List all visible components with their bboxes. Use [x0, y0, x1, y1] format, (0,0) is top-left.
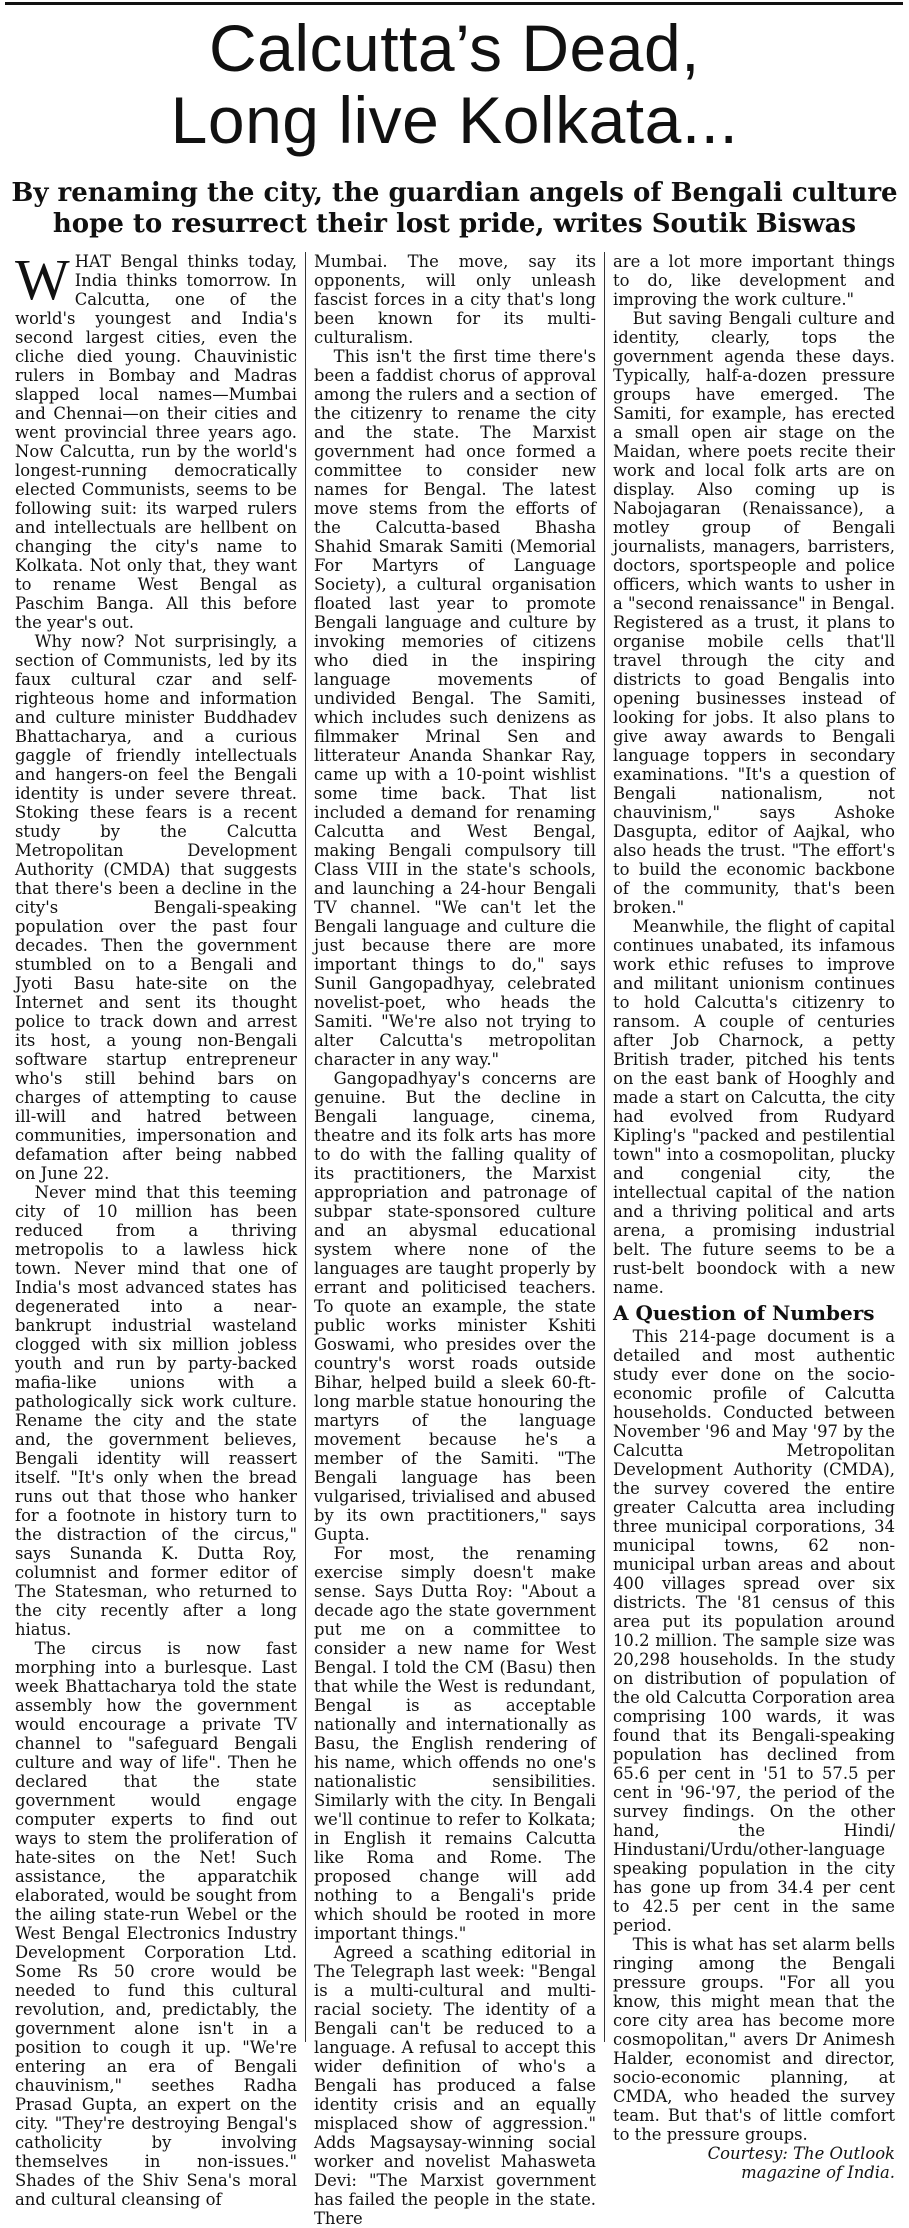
- column-3: [604, 252, 903, 2182]
- paragraph: Meanwhile, the flight of capital continues unabated, its infamous work ethic refuses to improve and militant unionism continues to hold Calcutta's citizenry to ransom. A couple of centuries after Job Charnock, a petty British trader, pitched his tents on the east bank of Hooghly and made a start on Calcutta, the city had evolved from Rudyard Kipling's "packed and pestilential town" into a cosmopolitan, plucky and congenial city, the intellectual capital of the nation and a thriving political and arts arena, a promising industrial belt. The future seems to be a rust-belt boondock with a new name.: [613, 917, 895, 1297]
- column-1: [7, 247, 305, 2209]
- headline: [0, 12, 909, 156]
- headline-line-1: Calcutta’s Dead,: [208, 11, 701, 85]
- article-columns: [7, 247, 903, 2228]
- paragraph: WHAT Bengal thinks today, India thinks tomorrow. In Calcutta, one of the world's youngest and India's second largest cities, even the cliche died young. Chauvinistic rulers in Bombay and Madras slapped local names—Mumbai and Chennai—on their cities and went provincial three years ago. Now Calcutta, run by the world's longest-running democratically elected Communists, seems to be following suit: its warped rulers and intellectuals are hellbent on changing the city's name to Kolkata. Not only that, they want to rename West Bengal as Paschim Banga. All this before the year's out.: [15, 247, 297, 632]
- drop-cap: W: [15, 247, 70, 312]
- courtesy-credit: Courtesy: The Outlook magazine of India.: [707, 2144, 895, 2182]
- paragraph: This isn't the first time there's been a faddist chorus of approval among the rulers and a section of the citizenry to rename the city and the state. The Marxist government had once formed a committee to consider new names for Bengal. The latest move stems from the efforts of the Calcutta-based Bhasha Shahid Smarak Samiti (Memorial For Martyrs of Language Society), a cultural organisation floated last year to promote Bengali language and culture by invoking memories of citizens who died in the inspiring language movements of undivided Bengal. The Samiti, which includes such denizens as filmmaker Mrinal Sen and litterateur Ananda Shankar Ray, came up with a 10-point wishlist some time back. That list included a demand for renaming Calcutta and West Bengal, making Bengali compulsory till Class VIII in the state's schools, and launching a 24-hour Bengali TV channel. "We can't let the Bengali language and culture die just because there are more important things to do," says Sunil Gangopadhyay, celebrated novelist-poet, who heads the Samiti. "We're also not trying to alter Calcutta's metropolitan character in any way.": [314, 347, 596, 1069]
- paragraph: Gangopadhyay's concerns are genuine. But the decline in Bengali language, cinema, theatre and its folk arts has more to do with the falling quality of its practitioners, the Marxist appropriation and patronage of subpar state-sponsored culture and an abysmal educational system where none of the languages are taught properly by errant and politicised teachers. To quote an example, the state public works minister Kshiti Goswami, who presides over the country's worst roads outside Bihar, helped build a sleek 60-ft-long marble statue honouring the martyrs of the language movement because he's a member of the Samiti. "The Bengali language has been vulgarised, trivialised and abused by its own practitioners," says Gupta.: [314, 1069, 596, 1544]
- paragraph: This 214-page document is a detailed and most authentic study ever done on the socio-economic profile of Calcutta households. Conducted between November '96 and May '97 by the Calcutta Metropolitan Development Authority (CMDA), the survey covered the entire greater Calcutta area including three municipal corporations, 34 municipal towns, 62 non-municipal urban areas and about 400 villages spread over six districts. The '81 census of this area put its population around 10.2 million. The sample size was 20,298 households. In the study on distribution of population of the old Calcutta Corporation area comprising 100 wards, it was found that its Bengali-speaking population has declined from 65.6 per cent in '51 to 57.5 per cent in '96-'97, the period of the survey findings. On the other hand, the Hindi/ Hindustani/Urdu/other-language speaking population in the city has gone up from 34.4 per cent to 42.5 per cent in the same period.: [613, 1327, 895, 1935]
- paragraph: For most, the renaming exercise simply doesn't make sense. Says Dutta Roy: "About a decade ago the state government put me on a committee to consider a new name for West Bengal. I told the CM (Basu) then that while the West is redundant, Bengal is as acceptable nationally and internationally as Basu, the English rendering of his name, which offends no one's nationalistic sensibilities. Similarly with the city. In Bengali we'll continue to refer to Kolkata; in English it remains Calcutta like Roma and Rome. The proposed change will add nothing to a Bengali's pride which should be rooted in more important things.": [314, 1544, 596, 1943]
- paragraph: Agreed a scathing editorial in The Telegraph last week: "Bengal is a multi-cultural and multi-racial society. The identity of a Bengali can't be reduced to a language. A refusal to accept this wider definition of who's a Bengali has produced a false identity crisis and an equally misplaced show of aggression." Adds Magsaysay-winning social worker and novelist Mahasweta Devi: "The Marxist government has failed the people in the state. There: [314, 1943, 596, 2228]
- sidebar-subhead: A Question of Numbers: [613, 1301, 875, 1325]
- paragraph: The circus is now fast morphing into a burlesque. Last week Bhattacharya told the state assembly how the government would encourage a private TV channel to "safeguard Bengali culture and way of life". Then he declared that the state government would engage computer experts to find out ways to stem the proliferation of hate-sites on the Net! Such assistance, the apparatchik elaborated, would be sought from the ailing state-run Webel or the West Bengal Electronics Industry Development Corporation Ltd. Some Rs 50 crore would be needed to fund this cultural revolution, and, predictably, the government alone isn't in a position to cough it up. "We're entering an era of Bengali chauvinism," seethes Radha Prasad Gupta, an expert on the city. "They're destroying Bengal's catholicity by involving themselves in non-issues." Shades of the Shiv Sena's moral and cultural cleansing of: [15, 1639, 297, 2209]
- headline-line-2: Long live Kolkata...: [170, 83, 739, 157]
- paragraph: Mumbai. The move, say its opponents, will only unleash fascist forces in a city that's long been known for its multi-culturalism.: [314, 252, 596, 347]
- paragraph: But saving Bengali culture and identity, clearly, tops the government agenda these days. Typically, half-a-dozen pressure groups have emerged. The Samiti, for example, has erected a small open air stage on the Maidan, where poets recite their work and local folk arts are on display. Also coming up is Nabojagaran (Renaissance), a motley group of Bengali journalists, managers, barristers, doctors, sportspeople and police officers, which wants to usher in a "second renaissance" in Bengal. Registered as a trust, it plans to organise mobile cells that'll travel through the city and districts to goad Bengalis into opening businesses instead of looking for jobs. It also plans to give away awards to Bengali language toppers in secondary examinations. "It's a question of Bengali nationalism, not chauvinism," says Ashoke Dasgupta, editor of Aajkal, who also heads the trust. "The effort's to build the economic backbone of the community, that's been broken.": [613, 309, 895, 917]
- paragraph: Never mind that this teeming city of 10 million has been reduced from a thriving metropolis to a lawless hick town. Never mind that one of India's most advanced states has degenerated into a near-bankrupt industrial wasteland clogged with six million jobless youth and run by party-backed mafia-like unions with a pathologically sick work culture. Rename the city and the state and, the government believes, Bengali identity will reassert itself. "It's only when the bread runs out that those who hanker for a footnote in history turn to the distraction of the circus," says Sunanda K. Dutta Roy, columnist and former editor of The Statesman, who returned to the city recently after a long hiatus.: [15, 1183, 297, 1639]
- standfirst-text: By renaming the city, the guardian angels of Bengali culture hope to resurrect their lost pride, writes: [11, 178, 898, 239]
- paragraph: This is what has set alarm bells ringing among the Bengali pressure groups. "For all you know, this might mean that the core city area has become more cosmopolitan," avers Dr Animesh Halder, economist and director, socio-economic planning, at CMDA, who headed the survey team. But that's of little comfort to the pressure groups.: [613, 1935, 895, 2144]
- paragraph: Why now? Not surprisingly, a section of Communists, led by its faux cultural czar and self-righteous home and information and culture minister Buddhadev Bhattacharya, and a curious gaggle of friendly intellectuals and hangers-on feel the Bengali identity is under severe threat. Stoking these fears is a recent study by the Calcutta Metropolitan Development Authority (CMDA) that suggests that there's been a decline in the city's Bengali-speaking population over the past four decades. Then the government stumbled on to a Bengali and Jyoti Basu hate-site on the Internet and sent its thought police to track down and arrest its host, a young non-Bengali software startup entrepreneur who's still behind bars on charges of attempting to cause ill-will and hatred between communities, impersonation and defamation after being nabbed on June 22.: [15, 632, 297, 1183]
- column-2: [305, 252, 604, 2228]
- top-rule: [5, 2, 903, 5]
- paragraph: are a lot more important things to do, like development and improving the work culture.": [613, 252, 895, 309]
- standfirst: [0, 178, 909, 240]
- byline: Soutik Biswas: [651, 209, 857, 239]
